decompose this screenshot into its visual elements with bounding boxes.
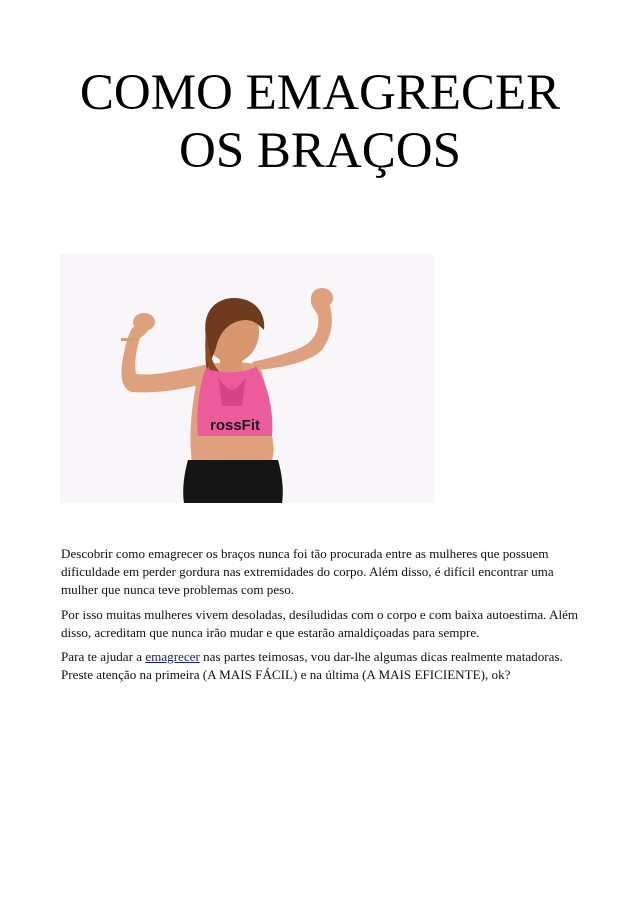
woman-flexing-arms-photo	[60, 254, 434, 503]
paragraph-3	[61, 648, 581, 684]
title-line-1: COMO EMAGRECER	[79, 65, 561, 121]
page-title	[0, 64, 640, 180]
emagrecer-link[interactable]: emagrecer	[145, 649, 200, 665]
article-body	[61, 545, 581, 690]
waist	[195, 436, 273, 460]
left-fist	[133, 313, 155, 331]
paragraph-3-after: nas partes teimosas, vou dar-lhe algumas dicas realmente matadoras. Preste atenção na primeira (A MAIS FÁCIL) e na última (A MAIS EFICIENTE), ok?	[61, 649, 563, 683]
paragraph-2: Por isso muitas mulheres vivem desoladas, desiludidas com o corpo e com baixa autoestima. Além disso, acreditam que nunca irão mudar e que estarão amaldiçoadas para sempre.	[61, 606, 579, 640]
title-line-2: OS BRAÇOS	[178, 123, 462, 179]
black-pants	[183, 460, 283, 503]
photo-illustration	[60, 254, 434, 503]
shirt-text: rossFit	[209, 417, 261, 434]
paragraph-3-before: Para te ajudar a	[61, 649, 146, 665]
bracelet	[121, 338, 137, 341]
right-fist	[311, 288, 333, 308]
paragraph-1: Descobrir como emagrecer os braços nunca foi tão procurada entre as mulheres que possuem dificuldade em perder gordura nas extremidades do corpo. Além disso, é difícil encontrar uma mulher que nunca teve problemas com peso.	[61, 546, 554, 598]
